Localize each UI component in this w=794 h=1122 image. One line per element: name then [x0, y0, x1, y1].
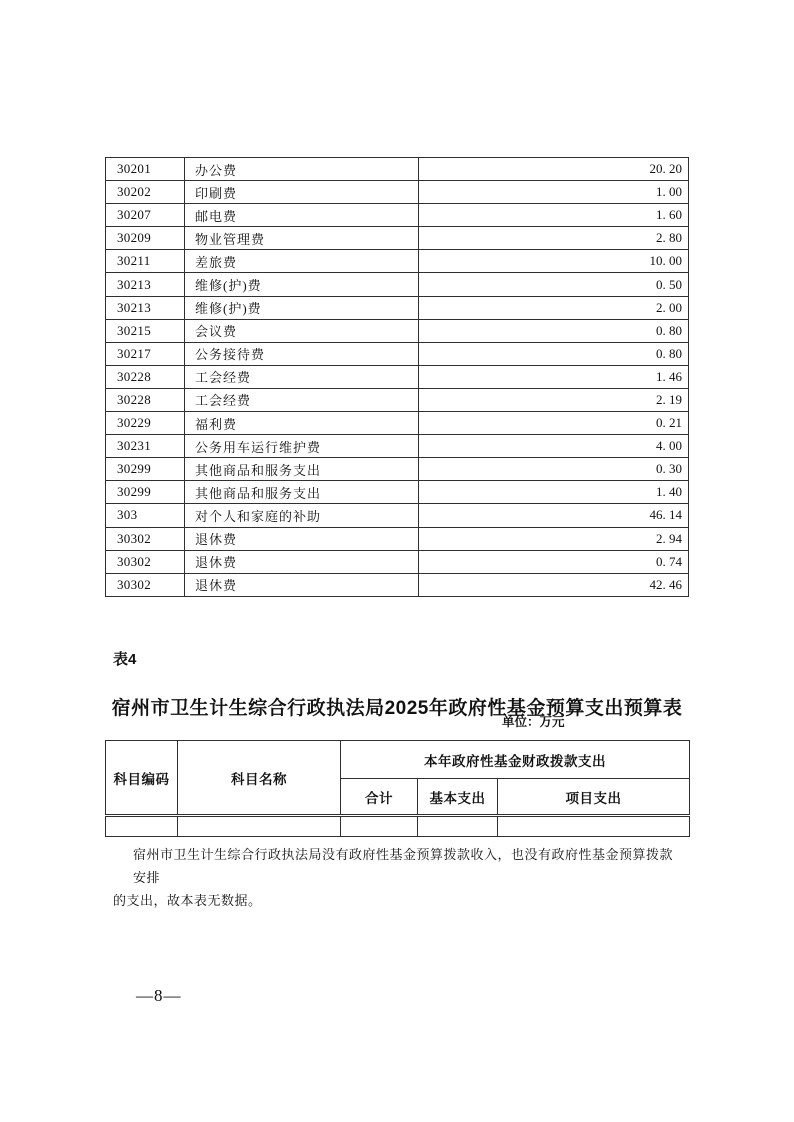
note-line-1: 宿州市卫生计生综合行政执法局没有政府性基金预算拨款收入，也没有政府性基金预算拨款安排 [133, 847, 674, 885]
subject-code-cell: 30215 [106, 319, 185, 342]
subject-code-cell: 30217 [106, 342, 185, 365]
subject-code-cell: 30302 [106, 573, 185, 596]
expense-table-row [106, 365, 689, 388]
subject-name-cell: 办公费 [185, 158, 419, 181]
page-number: —8— [136, 986, 182, 1005]
expense-table-row [106, 481, 689, 504]
subject-name-cell: 福利费 [185, 412, 419, 435]
subject-code-cell: 30201 [106, 158, 185, 181]
expense-table-row [106, 458, 689, 481]
amount-cell: 10. 00 [419, 250, 689, 273]
subject-code-cell: 30202 [106, 181, 185, 204]
amount-cell: 0. 21 [419, 412, 689, 435]
expense-table-row [106, 573, 689, 596]
subject-name-cell: 维修(护)费 [185, 296, 419, 319]
subject-code-cell: 30229 [106, 412, 185, 435]
subject-name-cell: 退休费 [185, 550, 419, 573]
header-subject-name: 科目名称 [178, 741, 341, 816]
subject-name-cell: 退休费 [185, 527, 419, 550]
subject-name-cell: 对个人和家庭的补助 [185, 504, 419, 527]
amount-cell: 4. 00 [419, 435, 689, 458]
subject-name-cell: 会议费 [185, 319, 419, 342]
table4-title: 宿州市卫生计生综合行政执法局2025年政府性基金预算支出预算表 [111, 698, 683, 719]
expense-table-row [106, 527, 689, 550]
unit-label: 单位：万元 [502, 715, 565, 729]
amount-cell: 0. 80 [419, 342, 689, 365]
amount-cell: 1. 46 [419, 365, 689, 388]
subject-name-cell: 公务用车运行维护费 [185, 435, 419, 458]
amount-cell: 0. 50 [419, 273, 689, 296]
amount-cell: 0. 30 [419, 458, 689, 481]
expense-table-row [106, 342, 689, 365]
empty-cell [498, 816, 690, 837]
fund-budget-table [105, 740, 690, 837]
amount-cell: 2. 94 [419, 527, 689, 550]
no-data-note [113, 843, 679, 912]
subject-name-cell: 工会经费 [185, 388, 419, 411]
amount-cell: 42. 46 [419, 573, 689, 596]
header-basic-expenditure: 基本支出 [418, 779, 498, 816]
fund-table-header-row-1 [106, 741, 690, 779]
subject-name-cell: 邮电费 [185, 204, 419, 227]
header-fund-appropriation-group: 本年政府性基金财政拨款支出 [341, 741, 690, 779]
subject-code-cell: 30207 [106, 204, 185, 227]
expense-table-row [106, 388, 689, 411]
amount-cell: 0. 80 [419, 319, 689, 342]
subject-code-cell: 30231 [106, 435, 185, 458]
expense-table-row [106, 319, 689, 342]
subject-code-cell: 30213 [106, 296, 185, 319]
amount-cell: 2. 80 [419, 227, 689, 250]
empty-cell [418, 816, 498, 837]
amount-cell: 1. 00 [419, 181, 689, 204]
expense-table-row [106, 204, 689, 227]
subject-name-cell: 工会经费 [185, 365, 419, 388]
subject-name-cell: 差旅费 [185, 250, 419, 273]
expense-table-row [106, 273, 689, 296]
subject-name-cell: 物业管理费 [185, 227, 419, 250]
subject-code-cell: 30211 [106, 250, 185, 273]
expense-table-row [106, 250, 689, 273]
subject-code-cell: 30302 [106, 527, 185, 550]
expense-table-row [106, 227, 689, 250]
amount-cell: 2. 19 [419, 388, 689, 411]
amount-cell: 2. 00 [419, 296, 689, 319]
subject-code-cell: 30302 [106, 550, 185, 573]
subject-name-cell: 维修(护)费 [185, 273, 419, 296]
empty-cell [106, 816, 178, 837]
expense-table-row [106, 550, 689, 573]
subject-name-cell: 其他商品和服务支出 [185, 481, 419, 504]
note-line-2: 的支出，故本表无数据。 [113, 893, 262, 908]
table4-label: 表4 [113, 651, 137, 668]
expense-continuation-table [105, 157, 689, 597]
subject-code-cell: 30213 [106, 273, 185, 296]
amount-cell: 46. 14 [419, 504, 689, 527]
subject-code-cell: 30209 [106, 227, 185, 250]
expense-table-row [106, 504, 689, 527]
amount-cell: 1. 40 [419, 481, 689, 504]
expense-table-row [106, 296, 689, 319]
header-subject-code: 科目编码 [106, 741, 178, 816]
amount-cell: 0. 74 [419, 550, 689, 573]
expense-table-row [106, 412, 689, 435]
subject-code-cell: 30228 [106, 388, 185, 411]
empty-cell [178, 816, 341, 837]
subject-code-cell: 30299 [106, 458, 185, 481]
subject-code-cell: 30228 [106, 365, 185, 388]
amount-cell: 20. 20 [419, 158, 689, 181]
subject-name-cell: 其他商品和服务支出 [185, 458, 419, 481]
fund-table-empty-row [106, 816, 690, 837]
subject-name-cell: 退休费 [185, 573, 419, 596]
subject-name-cell: 公务接待费 [185, 342, 419, 365]
header-total: 合计 [341, 779, 418, 816]
expense-table-body [106, 158, 689, 597]
amount-cell: 1. 60 [419, 204, 689, 227]
subject-code-cell: 30299 [106, 481, 185, 504]
subject-name-cell: 印刷费 [185, 181, 419, 204]
subject-code-cell: 303 [106, 504, 185, 527]
expense-table-row [106, 435, 689, 458]
expense-table-row [106, 158, 689, 181]
header-project-expenditure: 项目支出 [498, 779, 690, 816]
expense-table-row [106, 181, 689, 204]
empty-cell [341, 816, 418, 837]
